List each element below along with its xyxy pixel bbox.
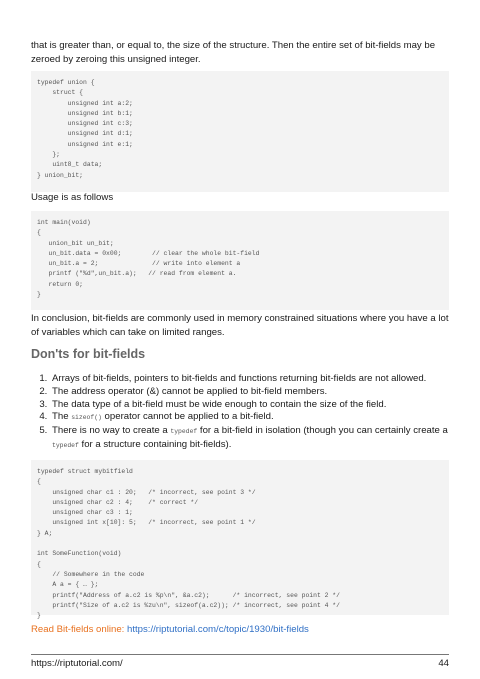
list-item: 5. There is no way to create a typedef for a bit-field in isolation (though you can certainly create a typedef for a structure containing bit-fields). (50, 425, 450, 453)
list-item: 3. The data type of a bit-field must be wide enough to contain the size of the field. (50, 399, 450, 412)
read-more-link[interactable]: https://riptutorial.com/c/topic/1930/bit-fields (127, 624, 309, 635)
inline-code: typedef (170, 428, 198, 436)
page-footer (31, 654, 449, 669)
read-more-line (31, 624, 309, 635)
section-title: Don'ts for bit-fields (31, 347, 146, 361)
inline-code: sizeof() (71, 414, 102, 422)
donts-list (31, 373, 450, 453)
page-number: 44 (438, 658, 449, 669)
conclusion-paragraph: In conclusion, bit-fields are commonly used in memory constrained situations where you have a lot of variables which can take on limited ranges. (31, 313, 449, 338)
intro-paragraph: that is greater than, or equal to, the size of the structure. Then the entire set of bit-fields may be zeroed by zeroing this unsigned integer. (31, 40, 436, 65)
list-item: 4. The sizeof() operator cannot be applied to a bit-field. (50, 411, 450, 425)
code-block-union: typedef union { struct { unsigned int a:2; unsigned int b:1; unsigned int c:3; unsigned int d:1; unsigned int e:1; }; uint8_t data; } union_bit; (31, 71, 449, 192)
inline-code: typedef (52, 441, 79, 449)
read-more-label: Read Bit-fields online: (31, 624, 127, 635)
footer-url[interactable]: https://riptutorial.com/ (31, 658, 123, 669)
usage-paragraph: Usage is as follows (31, 192, 114, 203)
list-item: 2. The address operator (&) cannot be applied to bit-field members. (50, 386, 450, 399)
list-item: 1. Arrays of bit-fields, pointers to bit-fields and functions returning bit-fields are not allowed. (50, 373, 450, 386)
code-block-donts: typedef struct mybitfield { unsigned char c1 : 20; /* incorrect, see point 3 */ unsigned char c2 : 4; /* correct */ unsigned char c3 : 1; unsigned int x[10]: 5; /* incorrect, see point 1 */ } A; int SomeFunction(void) { // Somewhere in the code A a = { … }; printf("Address of a.c2 is %p\n", &a.c2); /* incorrect, see point 2 */ printf("Size of a.c2 is %zu\n", sizeof(a.c2)); /* incorrect, see point 4 */ } (31, 460, 449, 615)
code-block-usage: int main(void) { union_bit un_bit; un_bit.data = 0x00; // clear the whole bit-field un_bit.a = 2; // write into element a printf ("%d",un_bit.a); // read from element a. return 0; } (31, 211, 449, 310)
